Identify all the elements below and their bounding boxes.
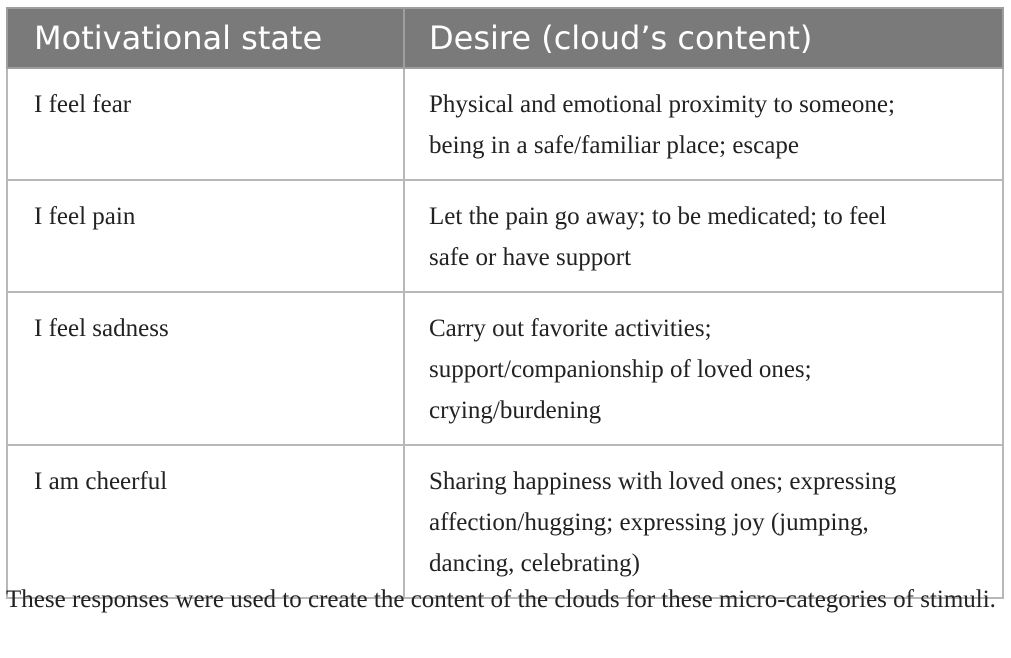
- header-desire: Desire (cloud’s content): [404, 8, 1003, 68]
- header-motivational-state: Motivational state: [7, 8, 404, 68]
- table-footnote: These responses were used to create the content of the clouds for these micro-categories of stimuli.: [6, 586, 996, 613]
- table-row: [7, 445, 1003, 598]
- motivation-desire-table: [6, 7, 1004, 599]
- cell-motivational-state: I am cheerful: [7, 445, 404, 598]
- cell-desire: Sharing happiness with loved ones; expressing affection/hugging; expressing joy (jumping, dancing, celebrating): [404, 445, 1003, 598]
- table-row: [7, 292, 1003, 445]
- cell-desire: Physical and emotional proximity to someone; being in a safe/familiar place; escape: [404, 68, 1003, 180]
- cell-motivational-state: I feel sadness: [7, 292, 404, 445]
- cell-desire: Carry out favorite activities; support/companionship of loved ones; crying/burdening: [404, 292, 1003, 445]
- table-row: [7, 180, 1003, 292]
- cell-desire: Let the pain go away; to be medicated; to feel safe or have support: [404, 180, 1003, 292]
- cell-motivational-state: I feel pain: [7, 180, 404, 292]
- cell-motivational-state: I feel fear: [7, 68, 404, 180]
- table-header-row: [7, 8, 1003, 68]
- table-row: [7, 68, 1003, 180]
